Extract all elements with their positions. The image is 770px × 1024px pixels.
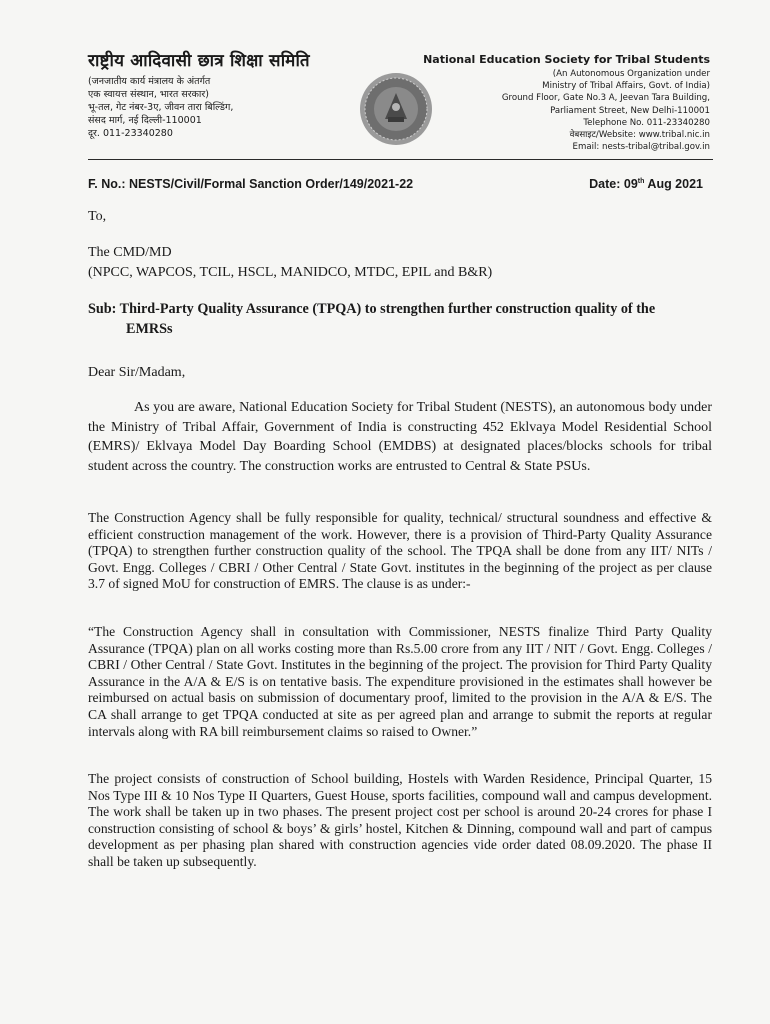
addressee-title: The CMD/MD (88, 245, 172, 260)
english-address-line: Ministry of Tribal Affairs, Govt. of India) (542, 81, 710, 92)
letterhead-divider (88, 159, 713, 160)
date-suffix: th (637, 177, 645, 185)
hindi-phone-line: दूर. 011-23340280 (88, 128, 173, 139)
letterhead-hindi (88, 48, 368, 140)
hindi-address-line: (जनजातीय कार्य मंत्रालय के अंतर्गत (88, 76, 211, 87)
subject-text-continued: EMRSs (126, 320, 173, 337)
english-address-line: Ground Floor, Gate No.3 A, Jeevan Tara Building, (501, 93, 710, 104)
english-email-line: Email: nests-tribal@tribal.gov.in (572, 142, 710, 153)
addressee-block (88, 243, 712, 283)
to-line: To, (88, 209, 107, 224)
hindi-address-line: संसद मार्ग, नई दिल्ली-110001 (88, 115, 202, 126)
english-address-line: (An Autonomous Organization under (552, 69, 710, 79)
english-website-line: वेबसाइट/Website: www.tribal.nic.in (569, 130, 710, 141)
english-phone-line: Telephone No. 011-23340280 (583, 117, 710, 128)
body-paragraph: The Construction Agency shall be fully responsible for quality, technical/ structural soundness and effective & efficient construction management of the work. However, there is a provision of Third-Party Quality Assurance (TPQA) to strengthen further construction quality of the school. The TPQA shall be done from any IIT/ NITs / Govt. Engg. Colleges / CBRI / Other Central / State Govt. institutes in the beginning of the project as per clause 3.7 of signed MoU for construction of EMRS. The clause is as under:- (88, 510, 712, 592)
body-paragraph: The project consists of construction of School building, Hostels with Warden Residence, Principal Quarter, 15 Nos Type III & 10 Nos Type II Quarters, Guest House, sports facilities, compound wall and campus development. The work shall be taken up in two phases. The present project cost per school is around 20-24 crores for phase I construction consisting of school & boys’ & girls’ hostel, Kitchen & Dinning, compound wall and part of campus development as per phasing plan shared with construction agencies vide order dated 08.09.2020. The phase II shall be taken up subsequently. (88, 771, 712, 869)
org-name-english: National Education Society for Tribal Students (423, 53, 710, 66)
hindi-address-line: भू-तल, गेट नंबर-3ए, जीवन तारा बिल्डिंग, (88, 102, 234, 113)
date-rest: Aug 2021 (644, 177, 703, 191)
hindi-address-line: एक स्वायत्त संस्थान, भारत सरकार) (88, 89, 209, 100)
letterhead-english (380, 53, 710, 153)
file-number: F. No.: NESTS/Civil/Formal Sanction Order/149/2021-22 (88, 177, 414, 191)
letter-date (589, 177, 703, 191)
english-address-line: Parliament Street, New Delhi-110001 (550, 105, 710, 116)
addressee-organizations: (NPCC, WAPCOS, TCIL, HSCL, MANIDCO, MTDC, EPIL and B&R) (88, 265, 493, 280)
subject-text: Sub: Third-Party Quality Assurance (TPQA) to strengthen further construction quality of the (88, 301, 656, 317)
org-name-hindi: राष्ट्रीय आदिवासी छात्र शिक्षा समिति (88, 51, 310, 71)
salutation: Dear Sir/Madam, (88, 365, 186, 380)
body-paragraph: As you are aware, National Education Society for Tribal Student (NESTS), an autonomous body under the Ministry of Tribal Affair, Government of India is constructing 452 Eklvaya Model Residential School (EMRS)/ Eklvaya Model Day Boarding School (EMDBS) at designated places/blocks schools for tribal student across the country. The construction works are entrusted to Central & State PSUs. (88, 400, 712, 474)
date-prefix: Date: 09 (589, 177, 638, 191)
subject-line (88, 300, 712, 339)
quoted-clause-paragraph: “The Construction Agency shall in consultation with Commissioner, NESTS finalize Third Party Quality Assurance (TPQA) plan on all works costing more than Rs.5.00 crore from any IIT / NIT / Govt. Engg. Colleges / CBRI / Other Central / State Govt. Institutes in the beginning of the project. The provision for Third Party Quality Assurance in the A/A & E/S is on tentative basis. The expenditure provisioned in the estimates shall however be reimbursed on actual basis on submission of documentary proof, limited to the provision in the A/A & E/S. The CA shall arrange to get TPQA conducted at site as per agreed plan and arrange to submit the reports at regular intervals along with RA bill reimbursement claims so raised to Owner.” (88, 624, 712, 739)
